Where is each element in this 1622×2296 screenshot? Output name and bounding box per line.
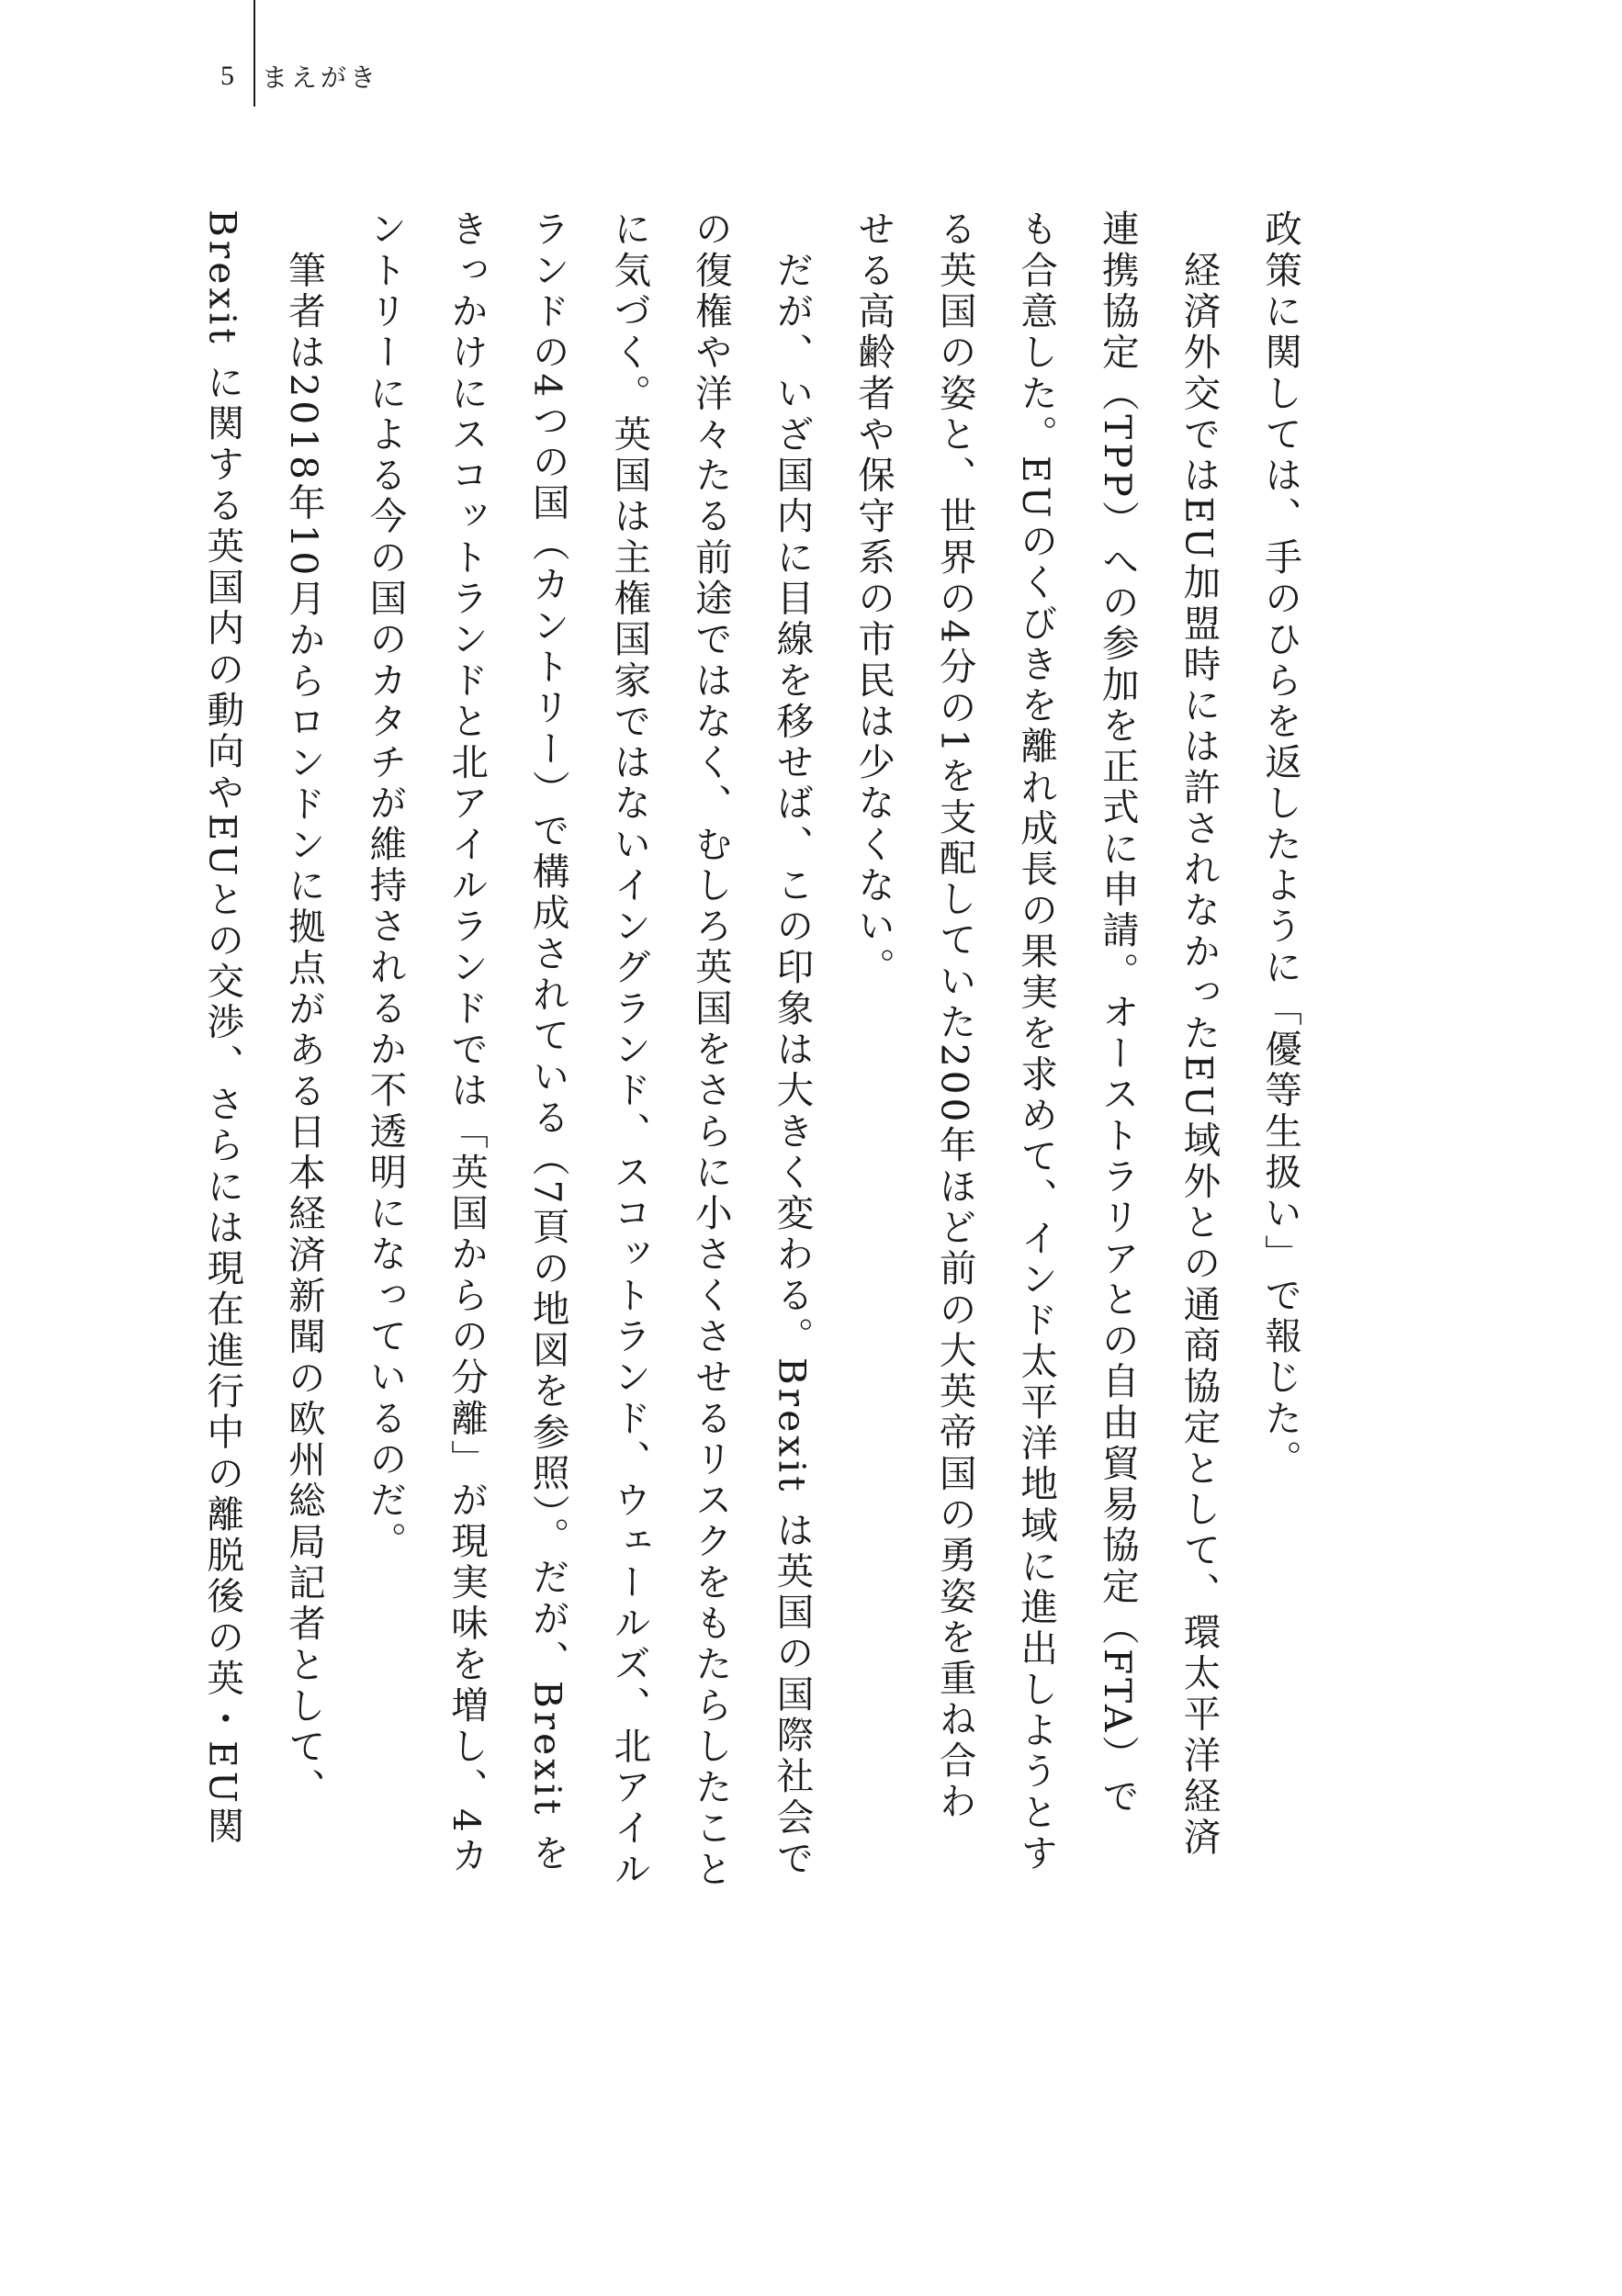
text-line: 経済外交ではEU加盟時には許されなかったEU域外との通商協定として、環太平洋経済 bbox=[1177, 209, 1222, 1859]
text-line: る英国の姿と、世界の4分の1を支配していた200年ほど前の大英帝国の勇姿を重ね合わ bbox=[932, 209, 977, 1823]
page-number: 5 bbox=[220, 61, 234, 91]
text-line: きっかけにスコットランドと北アイルランドでは「英国からの分離」が現実味を増し、4カ bbox=[445, 209, 490, 1877]
header-rule bbox=[253, 0, 255, 107]
text-line: せる高齢者や保守系の市民は少なくない。 bbox=[851, 209, 896, 989]
text-line: に気づく。英国は主権国家ではないイングランド、スコットランド、ウェールズ、北アイル bbox=[607, 209, 652, 1891]
text-line: も合意した。EUのくびきを離れ成長の果実を求めて、インド太平洋地域に進出しようとす bbox=[1014, 209, 1059, 1874]
text-line: 連携協定（TPP）への参加を正式に申請。オーストラリアとの自由貿易協定（FTA）で bbox=[1095, 209, 1140, 1818]
running-head bbox=[220, 53, 379, 99]
text-line: 政策に関しては、手のひらを返したように「優等生扱い」で報じた。 bbox=[1258, 209, 1302, 1480]
text-line: Brexit に関する英国内の動向やEUとの交渉、さらには現在進行中の離脱後の英・EU関 bbox=[200, 209, 245, 1848]
text-line: 筆者は2018年10月からロンドンに拠点がある日本経済新聞の欧州総局記者として、 bbox=[281, 209, 326, 1809]
text-line: ランドの4つの国（カントリー）で構成されている（7頁の地図を参照）。だが、Brexit を bbox=[525, 209, 570, 1875]
section-title: まえがき bbox=[262, 62, 380, 93]
text-line: ントリーによる今の国のカタチが維持されるか不透明になっているのだ。 bbox=[363, 209, 408, 1563]
text-line: の復権や洋々たる前途ではなく、むしろ英国をさらに小さくさせるリスクをもたらしたこと bbox=[688, 209, 733, 1891]
body-text bbox=[182, 209, 1321, 1982]
text-line: だが、いざ国内に目線を移せば、この印象は大きく変わる。Brexit は英国の国際社会で bbox=[770, 209, 815, 1880]
